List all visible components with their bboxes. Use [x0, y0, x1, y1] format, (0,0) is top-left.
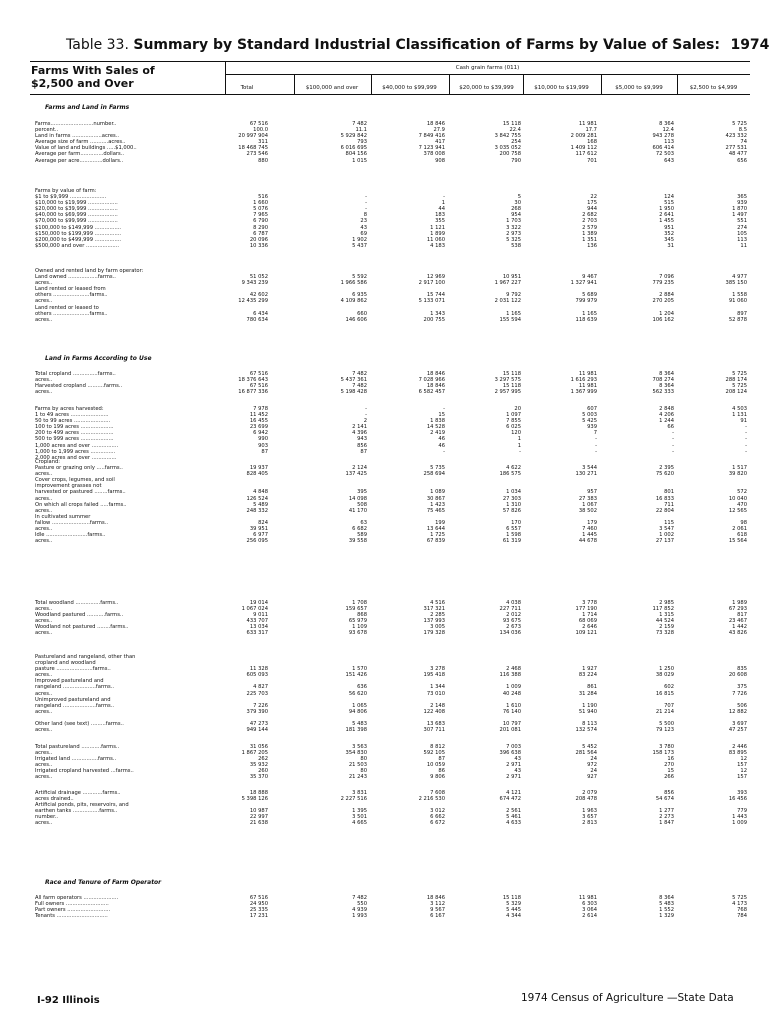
data-column-values: 8 364 5 483 1 552 1 329: [659, 895, 674, 920]
column-heading: $100,000 and over: [305, 85, 359, 91]
column-divider: [523, 75, 524, 94]
data-column-values: 10 951 1 967 227 9 792 2 031 122 1 165 155 594: [494, 274, 521, 323]
data-column-values: 67 516 18 376 643 67 516 16 877 336: [238, 371, 268, 396]
data-column-values: 124 515 1 950 2 641 1 455 951 352 345 31: [659, 194, 674, 249]
column-heading: $5,000 to $9,999: [615, 85, 663, 91]
data-column-values: - 15 1 838 14 528 2 419 46 46 -: [426, 406, 445, 455]
column-divider: [677, 75, 678, 94]
data-column-values: 18 846 27.9 7 849 416 417 7 123 941 378 008 908: [418, 121, 445, 164]
data-column-values: 19 937 828 405 4 848 126 524 5 489 248 332 824 39 951 6 977 256 095: [246, 465, 268, 545]
row-labels: Cropland: Pasture or grazing only .....farms.. acres.. Cover crops, legumes, and soil improvement grasses not harvested or pastured ........farms.. acres.. On which all crops failed .....farms.. acres.. In cultivated summer fallow .......................farms.. acres.. Idle .........................farms.. acres..: [35, 459, 127, 545]
row-labels: Total pastureland ............farms.. acres.. Irrigated land ................farms.. acres.. Irrigated cropland harvested ...farms.. acres..: [35, 744, 134, 781]
page-footer-left: I-92 Illinois: [37, 995, 100, 1006]
data-column-values: 12 969 2 917 100 15 744 5 133 071 1 343 200 755: [418, 274, 445, 323]
data-column-values: 4 516 317 321 2 285 137 993 3 005 179 328: [423, 600, 445, 637]
data-column-values: 1 570 151 426 636 56 620 1 065 94 806 5 483 181 398: [345, 666, 367, 734]
data-column-values: 5 725 8.5 423 332 74 277 531 48 477 656: [725, 121, 747, 164]
column-heading: $40,000 to $99,999: [382, 85, 437, 91]
data-column-values: 4 977 385 150 1 558 91 060 897 52 878: [725, 274, 747, 323]
row-labels: Farms by acres harvested: 1 to 49 acres ....................... 50 to 99 acres ...................... 100 to 199 acres .................... 200 to 499 acres .................... 500 to 999 acres .................... 1,000 acres and over ................ 1,000 to 1,999 acres ............... 2,000 acres and over ...............: [35, 406, 119, 461]
group-rule: [225, 74, 750, 75]
column-heading: $20,000 to $39,999: [459, 85, 514, 91]
data-column-values: 5 725 288 174 5 725 208 124: [725, 371, 747, 396]
data-column-values: 8 364 12.4 943 278 113 606 414 72 503 643: [652, 121, 674, 164]
data-column-values: - - - 8 23 43 69 1 902 5 437: [352, 194, 367, 249]
data-column-values: 4 622 186 575 1 034 27 303 1 310 57 826 170 6 557 1 598 61 319: [499, 465, 521, 545]
column-divider: [294, 75, 295, 94]
data-column-values: 5 452 281 564 24 972 24 927: [575, 744, 597, 781]
top-rule: [30, 61, 750, 62]
column-heading: Total: [240, 85, 254, 91]
column-divider: [601, 75, 602, 94]
data-column-values: 2 985 117 852 1 315 44 524 2 159 73 328: [652, 600, 674, 637]
data-column-values: 67 516 100.0 20 997 904 311 18 468 745 273 546 880: [238, 121, 268, 164]
data-column-values: 1 989 67 293 817 23 467 1 442 43 826: [728, 600, 747, 637]
data-column-values: 1 708 159 657 868 65 979 1 109 93 678: [345, 600, 367, 637]
table-year: 1974: [730, 37, 770, 53]
row-labels: Total woodland ...............farms.. acres.. Woodland pastured ...........farms.. acres.. Woodland not pastured ........farms.. acres..: [35, 600, 129, 637]
data-column-values: 7 096 779 235 2 884 270 205 1 204 106 162: [652, 274, 674, 323]
data-column-values: 5 725 4 173 768 784: [732, 895, 747, 920]
data-column-values: 607 5 003 5 425 939 7 - - -: [582, 406, 597, 455]
data-column-values: 3 780 158 173 16 270 15 266: [652, 744, 674, 781]
data-column-values: 15 118 5 329 5 445 4 344: [502, 895, 521, 920]
data-column-values: 1 927 83 224 861 31 284 1 190 51 940 8 113 132 574: [575, 666, 597, 734]
table-number: Table 33.: [66, 37, 129, 53]
data-column-values: 856 54 674 1 277 2 273 1 847: [655, 790, 674, 827]
data-column-values: 11 981 1 616 293 11 981 1 367 999: [570, 371, 597, 396]
data-column-values: 8 812 592 105 87 10 059 86 9 806: [423, 744, 445, 781]
stub-heading: [31, 64, 155, 90]
table-title: [66, 37, 770, 53]
data-column-values: 11 981 6 303 3 064 2 614: [578, 895, 597, 920]
data-column-values: 393 16 456 779 1 443 1 009: [728, 790, 747, 827]
section-heading: Race and Tenure of Farm Operator: [45, 879, 162, 886]
column-heading: $10,000 to $19,999: [534, 85, 589, 91]
data-column-values: 1 250 38 029 602 16 815 707 21 214 5 500 79 123: [655, 666, 674, 734]
data-column-values: 9 467 1 327 941 5 689 799 979 1 165 118 639: [570, 274, 597, 323]
row-labels: Farms..........................number.. percent.. Land in farms ..................acres.. Average size of farm ...........acres.. Value of land and buildings .....$1,000.. Average per farm..............dollars.. Average per acre..............dollars..: [35, 121, 137, 164]
column-heading-rule: [30, 94, 750, 95]
data-column-values: 67 516 24 950 25 335 17 231: [249, 895, 268, 920]
data-column-values: 15 118 22.4 3 842 755 254 3 035 052 200 758 790: [494, 121, 521, 164]
data-column-values: 4 503 1 131 91 - - - - -: [732, 406, 747, 455]
data-column-values: 20 1 097 7 855 6 025 120 1 1 -: [506, 406, 521, 455]
page-footer-right: 1974 Census of Agriculture —State Data: [521, 992, 734, 1004]
data-column-values: 7 482 5 437 361 7 482 5 198 428: [340, 371, 367, 396]
data-column-values: 5 30 268 954 1 703 3 322 2 973 5 325 538: [506, 194, 521, 249]
column-divider: [449, 75, 450, 94]
data-column-values: 11 328 605 093 4 827 225 703 7 226 379 390 47 273 949 144: [246, 666, 268, 734]
data-column-values: 2 079 208 478 1 963 3 657 2 813: [575, 790, 597, 827]
data-column-values: 22 175 944 2 682 2 703 2 579 1 389 1 351 136: [582, 194, 597, 249]
data-column-values: 18 846 3 112 9 567 6 167: [426, 895, 445, 920]
data-column-values: 19 014 1 067 024 9 011 433 707 13 034 633 317: [241, 600, 268, 637]
data-column-values: 7 003 396 638 43 2 971 43 2 971: [499, 744, 521, 781]
data-column-values: 516 1 660 5 076 7 965 6 790 8 290 6 787 20 096 10 336: [249, 194, 268, 249]
data-column-values: 31 056 1 867 205 262 35 932 260 35 370: [241, 744, 268, 781]
data-column-values: 7 978 11 452 16 455 23 699 6 942 990 903 87: [249, 406, 268, 455]
data-column-values: 1 517 39 820 572 10 040 470 12 565 98 2 061 618 15 564: [728, 465, 747, 545]
data-column-values: 5 735 258 694 1 089 30 867 1 423 75 465 199 13 644 1 725 67 839: [423, 465, 445, 545]
data-column-values: 3 831 2 227 516 1 395 3 501 4 665: [340, 790, 367, 827]
data-column-values: 18 846 7 028 966 18 846 6 582 457: [418, 371, 445, 396]
data-column-values: 835 20 608 375 7 726 506 12 882 3 697 47 257: [728, 666, 747, 734]
data-column-values: 2 468 116 388 1 009 40 248 1 610 76 140 10 797 201 081: [499, 666, 521, 734]
data-column-values: 7 608 2 216 530 3 012 6 662 6 672: [418, 790, 445, 827]
data-column-values: 11 981 17.7 2 009 281 168 1 409 112 117 612 701: [570, 121, 597, 164]
data-column-values: 4 121 674 472 2 561 5 461 4 633: [499, 790, 521, 827]
data-column-values: 365 939 1 870 1 497 551 274 105 113 11: [732, 194, 747, 249]
column-divider: [371, 75, 372, 94]
data-column-values: 3 544 130 271 957 27 383 1 067 38 502 179 7 460 1 445 44 678: [575, 465, 597, 545]
row-labels: Owned and rented land by farm operator: Land owned ..................farms.. acres.. Land rented or leased from others ......................farms.. acres.. Land rented or leased to others ......................farms.. acres..: [35, 268, 144, 323]
data-column-values: 18 888 5 398 126 10 987 22 997 21 638: [241, 790, 268, 827]
row-labels: All farm operators ..................... Full owners .......................... Part owners .......................... Tenants ...............................: [35, 895, 119, 920]
data-column-values: - 1 44 183 355 1 121 1 899 11 060 4 183: [426, 194, 445, 249]
section-heading: Farms and Land in Farms: [45, 104, 130, 111]
data-column-values: 51 052 9 343 239 42 602 12 435 299 6 434 780 634: [238, 274, 268, 323]
data-column-values: 2 124 137 425 395 14 098 508 41 170 63 6 682 589 39 558: [345, 465, 367, 545]
group-heading: Cash grain farms (011): [455, 65, 520, 71]
data-column-values: 7 482 11.1 5 929 842 793 6 016 695 804 156 1 015: [340, 121, 367, 164]
row-labels: Total cropland ...............farms.. acres.. Harvested cropland ..........farms.. acres..: [35, 371, 123, 396]
data-column-values: 2 848 4 206 1 244 66 - - - -: [659, 406, 674, 455]
stub-heading-line-2: $2,500 and Over: [31, 77, 134, 90]
stub-heading-line-1: Farms With Sales of: [31, 64, 155, 77]
data-column-values: 5 592 1 966 586 6 935 4 109 862 660 146 606: [340, 274, 367, 323]
row-labels: Artificial drainage ............farms.. acres drained.. Artificial ponds, pits, reservoirs, and earthen tanks ................farms.. number.. acres..: [35, 790, 129, 827]
row-labels: Farms by value of farm: $1 to $9,999 ...................... $10,000 to $19,999 .................. $20,000 to $39,999 .................. $40,000 to $69,999 .................. $70,000 to $99,999 .................. $100,000 to $149,999 ................ $150,000 to $199,999 ................ $200,000 to $499,999 ................ $500,000 and over ....................: [35, 188, 122, 249]
data-column-values: 7 482 550 4 939 1 993: [352, 895, 367, 920]
data-column-values: - - 2 2 141 4 396 943 856 87: [352, 406, 367, 455]
table-main-title: Summary by Standard Industrial Classification of Farms by Value of Sales:: [133, 37, 720, 53]
data-column-values: 2 395 75 620 801 16 833 711 22 804 115 3 547 1 002 27 137: [655, 465, 674, 545]
data-column-values: 15 118 3 297 575 15 118 2 957 995: [494, 371, 521, 396]
data-column-values: 8 364 708 274 8 364 562 333: [652, 371, 674, 396]
section-heading: Land in Farms According to Use: [45, 355, 152, 362]
data-column-values: 2 446 83 895 12 157 12 157: [728, 744, 747, 781]
data-column-values: 4 038 227 711 2 012 93 675 2 673 134 036: [499, 600, 521, 637]
column-heading: $2,500 to $4,999: [689, 85, 738, 91]
data-column-values: 3 563 354 830 80 21 503 80 21 243: [345, 744, 367, 781]
row-labels: Pastureland and rangeland, other than cropland and woodland pasture ......................farms.. acres.. Improved pastureland and rangeland ....................farms.. acres.. Unimproved pastureland and rangeland ....................farms.. acres.. Other land (see text) .........farms.. acres..: [35, 654, 136, 734]
data-column-values: 3 778 177 190 1 714 68 069 2 646 109 121: [575, 600, 597, 637]
data-column-values: 3 278 195 418 1 344 73 010 2 148 122 408 13 683 307 711: [423, 666, 445, 734]
